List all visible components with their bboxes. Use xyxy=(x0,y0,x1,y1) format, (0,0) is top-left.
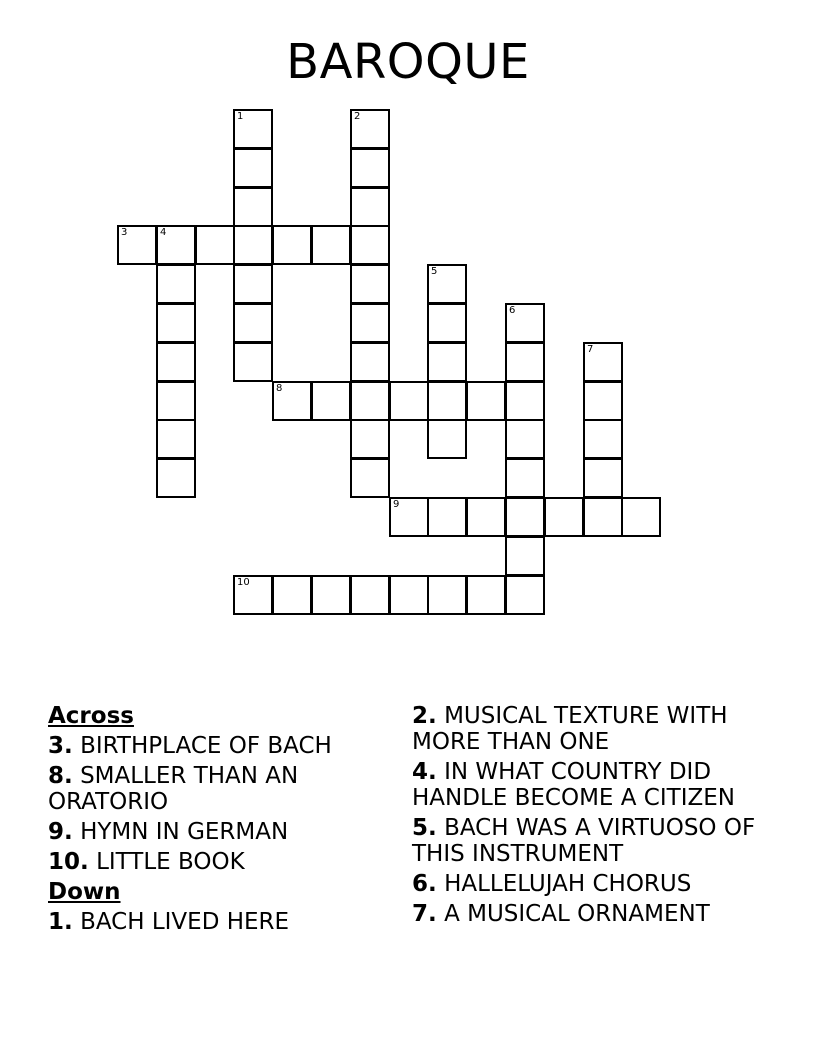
grid-cell[interactable] xyxy=(505,419,545,459)
grid-cell[interactable] xyxy=(544,497,584,537)
grid-cell[interactable] xyxy=(505,381,545,421)
grid-cell[interactable] xyxy=(350,575,390,615)
grid-cell[interactable] xyxy=(466,575,506,615)
grid-cell[interactable] xyxy=(350,264,390,304)
grid-cell[interactable] xyxy=(505,536,545,576)
cell-number: 4 xyxy=(160,227,167,238)
grid-cell[interactable] xyxy=(583,342,623,382)
grid-cell[interactable] xyxy=(156,303,196,343)
grid-cell[interactable] xyxy=(389,575,429,615)
grid-cell[interactable] xyxy=(466,381,506,421)
grid-cell[interactable] xyxy=(583,419,623,459)
grid-cell[interactable] xyxy=(233,109,273,149)
grid-cell[interactable] xyxy=(156,225,196,265)
grid-cell[interactable] xyxy=(427,497,467,537)
grid-cell[interactable] xyxy=(466,497,506,537)
grid-cell[interactable] xyxy=(427,419,467,459)
grid-cell[interactable] xyxy=(583,497,623,537)
clues-column-right xyxy=(412,703,772,931)
grid-cell[interactable] xyxy=(195,225,235,265)
grid-cell[interactable] xyxy=(427,342,467,382)
grid-cell[interactable] xyxy=(427,264,467,304)
grid-cell[interactable] xyxy=(505,342,545,382)
grid-cell[interactable] xyxy=(350,225,390,265)
grid-cell[interactable] xyxy=(350,303,390,343)
page-title: BAROQUE xyxy=(286,34,530,90)
clue-down-5: 5. BACH WAS A VIRTUOSO OF THIS INSTRUMENT xyxy=(412,815,756,867)
cell-number: 2 xyxy=(354,111,361,122)
cell-number: 6 xyxy=(509,305,516,316)
clue-down-4: 4. IN WHAT COUNTRY DID HANDLE BECOME A CITIZEN xyxy=(412,759,735,811)
clues-column-left xyxy=(48,703,388,939)
grid-cell[interactable] xyxy=(233,187,273,227)
down-heading: Down xyxy=(48,879,121,905)
cell-number: 3 xyxy=(121,227,128,238)
grid-cell[interactable] xyxy=(505,575,545,615)
cell-number: 10 xyxy=(237,577,250,588)
cell-number: 7 xyxy=(587,344,594,355)
grid-cell[interactable] xyxy=(350,381,390,421)
grid-cell[interactable] xyxy=(156,458,196,498)
grid-cell[interactable] xyxy=(427,575,467,615)
grid-cell[interactable] xyxy=(350,342,390,382)
clue-across-3: 3. BIRTHPLACE OF BACH xyxy=(48,733,332,759)
grid-cell[interactable] xyxy=(350,187,390,227)
grid-cell[interactable] xyxy=(311,381,351,421)
grid-cell[interactable] xyxy=(583,381,623,421)
grid-cell[interactable] xyxy=(233,148,273,188)
cell-number: 5 xyxy=(431,266,438,277)
grid-cell[interactable] xyxy=(427,381,467,421)
grid-cell[interactable] xyxy=(272,381,312,421)
grid-cell[interactable] xyxy=(311,225,351,265)
grid-cell[interactable] xyxy=(350,458,390,498)
cell-number: 9 xyxy=(393,499,400,510)
grid-cell[interactable] xyxy=(233,264,273,304)
grid-cell[interactable] xyxy=(156,381,196,421)
clue-down-7: 7. A MUSICAL ORNAMENT xyxy=(412,901,710,927)
grid-cell[interactable] xyxy=(272,225,312,265)
grid-cell[interactable] xyxy=(505,497,545,537)
clue-across-9: 9. HYMN IN GERMAN xyxy=(48,819,289,845)
grid-cell[interactable] xyxy=(233,303,273,343)
grid-cell[interactable] xyxy=(233,342,273,382)
grid-cell[interactable] xyxy=(156,342,196,382)
clue-across-8: 8. SMALLER THAN AN ORATORIO xyxy=(48,763,299,815)
grid-cell[interactable] xyxy=(156,419,196,459)
across-heading: Across xyxy=(48,703,134,729)
cell-number: 1 xyxy=(237,111,244,122)
grid-cell[interactable] xyxy=(350,419,390,459)
grid-cell[interactable] xyxy=(233,225,273,265)
grid-cell[interactable] xyxy=(272,575,312,615)
clue-down-6: 6. HALLELUJAH CHORUS xyxy=(412,871,692,897)
clue-across-10: 10. LITTLE BOOK xyxy=(48,849,245,875)
grid-cell[interactable] xyxy=(350,148,390,188)
grid-cell[interactable] xyxy=(233,575,273,615)
grid-cell[interactable] xyxy=(583,458,623,498)
grid-cell[interactable] xyxy=(117,225,157,265)
grid-cell[interactable] xyxy=(389,497,429,537)
grid-cell[interactable] xyxy=(505,458,545,498)
grid-cell[interactable] xyxy=(505,303,545,343)
clue-down-2: 2. MUSICAL TEXTURE WITH MORE THAN ONE xyxy=(412,703,728,755)
grid-cell[interactable] xyxy=(427,303,467,343)
grid-cell[interactable] xyxy=(350,109,390,149)
cell-number: 8 xyxy=(276,383,283,394)
grid-cell[interactable] xyxy=(389,381,429,421)
grid-cell[interactable] xyxy=(156,264,196,304)
grid-cell[interactable] xyxy=(311,575,351,615)
clue-down-1: 1. BACH LIVED HERE xyxy=(48,909,290,935)
grid-cell[interactable] xyxy=(621,497,661,537)
